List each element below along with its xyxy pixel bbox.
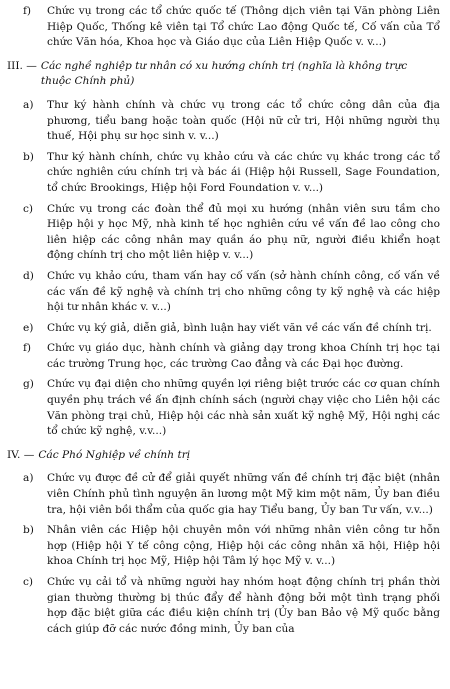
item-marker: d)	[23, 269, 34, 282]
list-item	[7, 523, 440, 570]
item-text: Chức vụ đại diện cho những quyền lợi riêng biệt trước các cơ quan chính quyền phụ trách về ấn định chính sách (người chạy việc cho Liên hội các Văn phòng trại chủ, Hiệp hội các nhà sản xuất kỹ nghệ Mỹ, Hội nghị các tổ chức kỹ nghệ, v.v...)	[47, 378, 440, 438]
item-text: Chức vụ giáo dục, hành chính và giảng dạy trong khoa Chính trị học tại các trường Trung học, các trường Cao đẳng và các Đại học đường.	[47, 342, 440, 370]
section-numeral: IV. —	[7, 448, 35, 461]
list-item	[7, 150, 440, 197]
item-text: Thư ký hành chính, chức vụ khảo cứu và các chức vụ khác trong các tổ chức nghiên cứu chính trị và bác ái (Hiệp hội Russell, Sage Foundation, tổ chức Brookings, Hiệp hội Ford Foundation v. v...)	[47, 150, 440, 194]
item-text: Thư ký hành chính và chức vụ trong các tổ chức công dân của địa phương, tiểu bang hoặc toàn quốc (Hội nữ cử tri, Hội những người thụ thuế, Hội phụ sư học sinh v. v...)	[47, 98, 440, 143]
item-text: Chức vụ được đề cử để giải quyết những vấn đề chính trị đặc biệt (nhân viên Chính phủ tình nguyện ăn lương một Mỹ kim một năm, Ủy ban điều tra, hội viên bồi thẩm của quốc gia hay Tiểu bang, Ủy ban Tư vấn, v.v...)	[47, 472, 440, 516]
list-item	[7, 575, 440, 637]
list-item	[7, 471, 440, 518]
list-item	[7, 269, 440, 316]
item-marker: c)	[23, 202, 34, 215]
list-item	[7, 377, 440, 439]
list-item	[7, 98, 440, 145]
section-heading	[7, 59, 440, 90]
item-marker: f)	[23, 342, 32, 355]
item-text: Chức vụ cải tổ và những người hay nhóm hoạt động chính trị phần thời gian thường thường bị thúc đẩy để hành động bởi một tình trạng phối hợp đặc biệt giữa các điều kiện chính trị (Ủy ban Bảo vệ Mỹ quốc bằng cách giúp đỡ các nước đồng minh, Ủy ban của	[47, 576, 440, 635]
list-item	[7, 202, 440, 264]
item-marker: b)	[23, 524, 34, 537]
item-marker: f)	[23, 5, 32, 17]
item-text: Chức vụ ký giả, diễn giả, bình luận hay viết văn về các vấn đề chính trị.	[47, 321, 432, 334]
item-text: Chức vụ trong các đoàn thể đủ mọi xu hướng (nhân viên sưu tầm cho Hiệp hội y học Mỹ, nhà kinh tế học nghiên cứu về vấn đề lao công cho liên hiệp các công nhân may quần áo phụ nữ, người điều khiển hoạt động chính trị cho một liên hiệp v. v...)	[47, 202, 440, 262]
item-text: Chức vụ trong các tổ chức quốc tế (Thông dịch viên tại Văn phòng Liên Hiệp Quốc, Thống kê viên tại Tổ chức Lao động Quốc tế, Cố vấn của Tổ chức Văn hóa, Khoa học và Giáo dục của Liên Hiệp Quốc v. v...)	[47, 5, 440, 49]
section-title: Các Phó Nghiệp về chính trị	[38, 448, 191, 461]
item-text: Chức vụ khảo cứu, tham vấn hay cố vấn (sở hành chính công, cố vấn về các vấn đề kỹ nghệ và chính trị cho những công ty kỹ nghệ và các hiệp hội tư nhân khác v. v...)	[47, 269, 440, 314]
item-marker: e)	[23, 321, 34, 334]
item-marker: g)	[23, 378, 34, 391]
list-item	[7, 4, 440, 51]
list-item	[7, 341, 440, 372]
item-text: Nhân viên các Hiệp hội chuyên môn với những nhân viên công tư hỗn hợp (Hiệp hội Y tế công cộng, Hiệp hội các công nhân xã hội, Hiệp hội khoa Chính trị học Mỹ, Hiệp hội Tâm lý học Mỹ v. v...)	[47, 524, 440, 568]
item-marker: a)	[23, 98, 34, 111]
section-numeral: III. —	[7, 59, 37, 72]
item-marker: c)	[23, 576, 34, 588]
item-marker: b)	[23, 150, 34, 163]
list-item	[7, 321, 440, 337]
section-title: Các nghề nghiệp tư nhân có xu hướng chính trị (nghĩa là không trực thuộc Chính phủ)	[40, 59, 408, 88]
section-heading	[7, 448, 440, 464]
item-marker: a)	[23, 472, 34, 485]
